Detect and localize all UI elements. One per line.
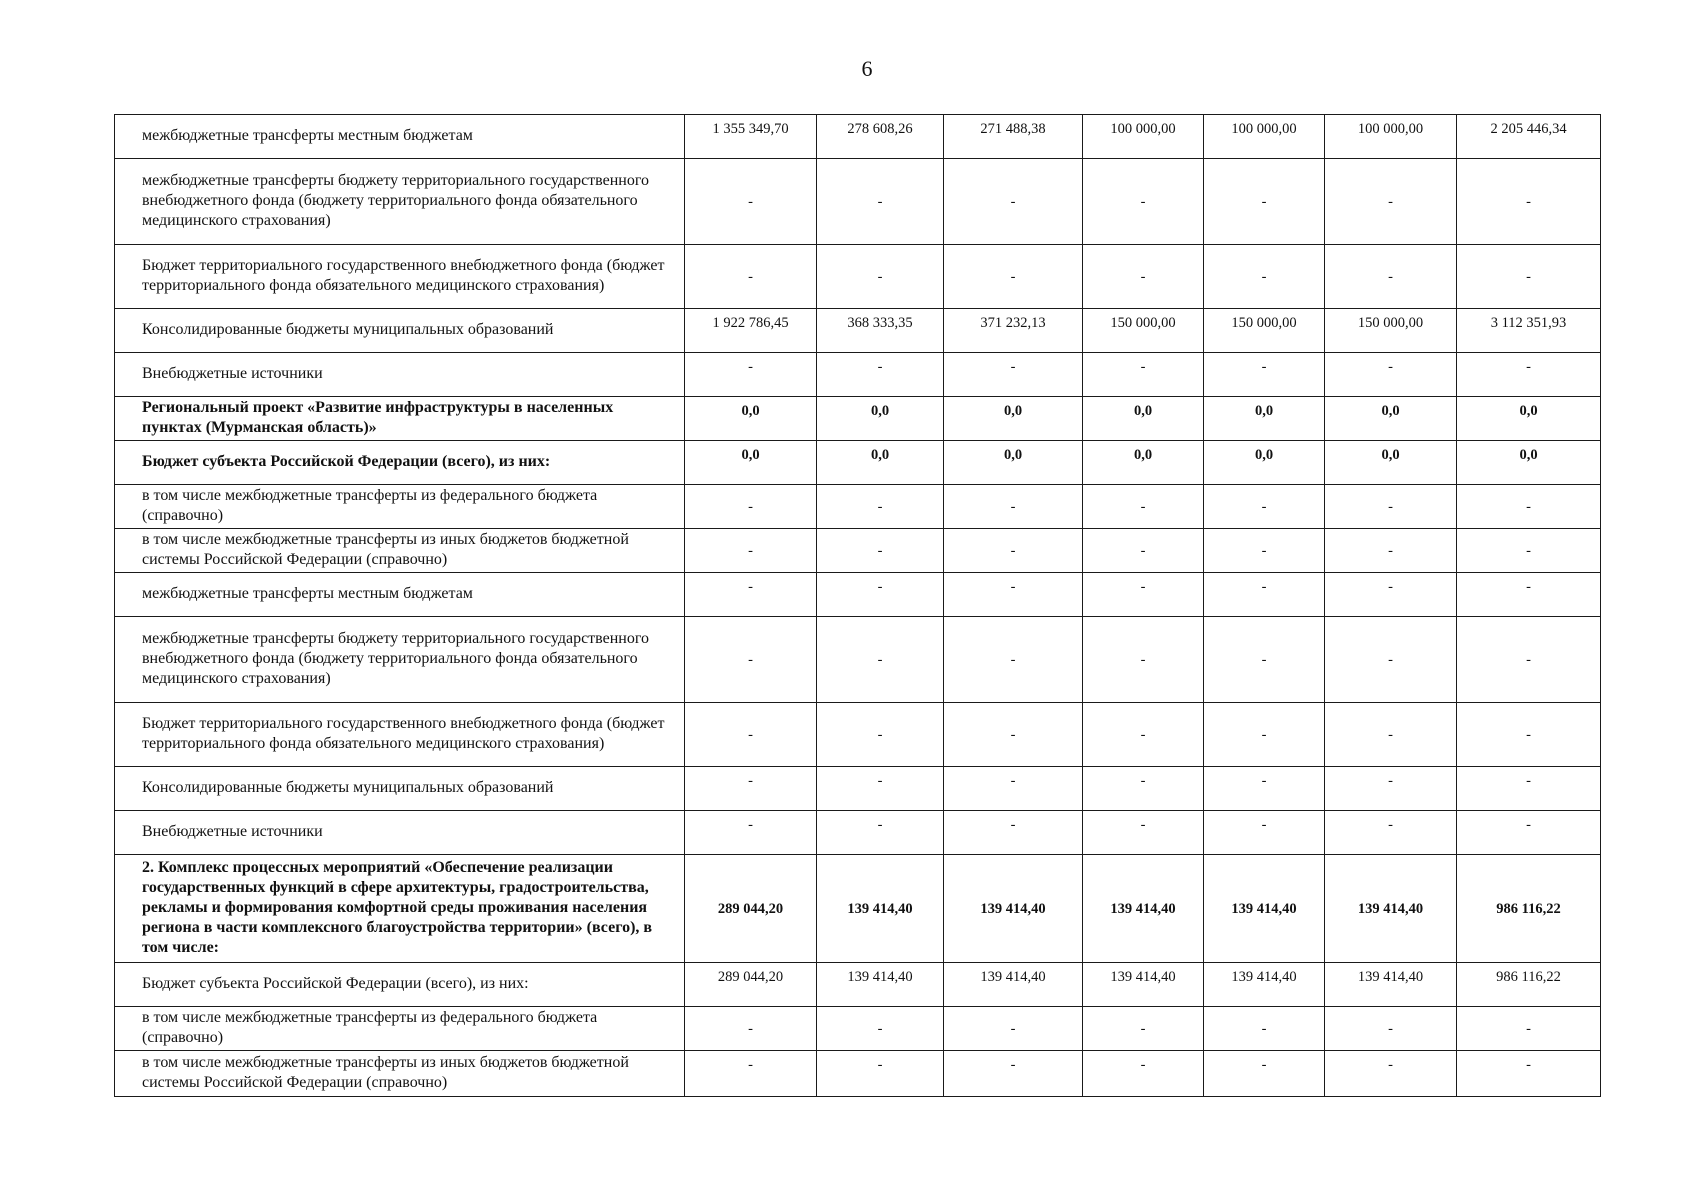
table-row xyxy=(115,309,1601,353)
value-cell: - xyxy=(685,485,817,529)
table-row xyxy=(115,1007,1601,1051)
table-row xyxy=(115,115,1601,159)
table-row xyxy=(115,353,1601,397)
value-cell: 0,0 xyxy=(817,397,944,441)
value-cell: - xyxy=(1325,617,1457,703)
value-cell: 100 000,00 xyxy=(1325,115,1457,159)
row-label: межбюджетные трансферты бюджету территориального государственного внебюджетного фонда (бюджету территориального фонда обязательного медицинского страхования) xyxy=(115,617,685,703)
value-cell: 139 414,40 xyxy=(817,963,944,1007)
value-cell: - xyxy=(1457,617,1601,703)
row-label: в том числе межбюджетные трансферты из иных бюджетов бюджетной системы Российской Федерации (справочно) xyxy=(115,1051,685,1097)
value-cell: - xyxy=(685,767,817,811)
value-cell: - xyxy=(1083,159,1204,245)
row-label: Бюджет территориального государственного внебюджетного фонда (бюджет территориального фонда обязательного медицинского страхования) xyxy=(115,245,685,309)
row-label: в том числе межбюджетные трансферты из федерального бюджета (справочно) xyxy=(115,1007,685,1051)
value-cell: 0,0 xyxy=(944,441,1083,485)
value-cell: - xyxy=(1457,811,1601,855)
value-cell: 150 000,00 xyxy=(1083,309,1204,353)
value-cell: - xyxy=(1457,245,1601,309)
value-cell: 150 000,00 xyxy=(1204,309,1325,353)
value-cell: - xyxy=(1204,703,1325,767)
value-cell: 0,0 xyxy=(1204,441,1325,485)
value-cell: 1 922 786,45 xyxy=(685,309,817,353)
budget-table xyxy=(114,114,1601,1097)
value-cell: 139 414,40 xyxy=(944,855,1083,963)
value-cell: - xyxy=(685,529,817,573)
value-cell: - xyxy=(685,159,817,245)
value-cell: - xyxy=(1204,353,1325,397)
table-row xyxy=(115,397,1601,441)
value-cell: - xyxy=(1457,703,1601,767)
value-cell: 368 333,35 xyxy=(817,309,944,353)
row-label: 2. Комплекс процессных мероприятий «Обеспечение реализации государственных функций в сфере архитектуры, градостроительства, рекламы и формирования комфортной среды проживания населения региона в части комплексного благоустройства территории» (всего), в том числе: xyxy=(115,855,685,963)
value-cell: - xyxy=(1457,1051,1601,1097)
table-row xyxy=(115,245,1601,309)
table-row xyxy=(115,811,1601,855)
value-cell: 1 355 349,70 xyxy=(685,115,817,159)
value-cell: - xyxy=(944,573,1083,617)
value-cell: 139 414,40 xyxy=(1083,855,1204,963)
value-cell: - xyxy=(1204,811,1325,855)
row-label: Бюджет субъекта Российской Федерации (всего), из них: xyxy=(115,963,685,1007)
value-cell: 986 116,22 xyxy=(1457,855,1601,963)
value-cell: - xyxy=(944,811,1083,855)
value-cell: - xyxy=(1457,485,1601,529)
row-label: Внебюджетные источники xyxy=(115,811,685,855)
value-cell: - xyxy=(944,1051,1083,1097)
value-cell: 0,0 xyxy=(1083,441,1204,485)
value-cell: - xyxy=(1457,529,1601,573)
value-cell: - xyxy=(1325,353,1457,397)
table-row xyxy=(115,617,1601,703)
table-row xyxy=(115,767,1601,811)
value-cell: - xyxy=(685,1051,817,1097)
value-cell: - xyxy=(817,1051,944,1097)
value-cell: - xyxy=(944,245,1083,309)
value-cell: 139 414,40 xyxy=(817,855,944,963)
value-cell: - xyxy=(1325,767,1457,811)
value-cell: - xyxy=(1083,1007,1204,1051)
page-number: 6 xyxy=(861,56,873,81)
value-cell: - xyxy=(1204,1007,1325,1051)
table-row xyxy=(115,485,1601,529)
value-cell: 2 205 446,34 xyxy=(1457,115,1601,159)
value-cell: 0,0 xyxy=(1325,397,1457,441)
value-cell: - xyxy=(944,529,1083,573)
value-cell: - xyxy=(944,159,1083,245)
table-body xyxy=(115,115,1601,1097)
value-cell: - xyxy=(1325,573,1457,617)
value-cell: - xyxy=(1083,767,1204,811)
value-cell: - xyxy=(817,245,944,309)
table-row xyxy=(115,855,1601,963)
row-label: в том числе межбюджетные трансферты из федерального бюджета (справочно) xyxy=(115,485,685,529)
value-cell: 0,0 xyxy=(1083,397,1204,441)
value-cell: - xyxy=(685,811,817,855)
value-cell: 150 000,00 xyxy=(1325,309,1457,353)
value-cell: - xyxy=(1325,529,1457,573)
value-cell: - xyxy=(817,529,944,573)
value-cell: - xyxy=(817,767,944,811)
table-row xyxy=(115,441,1601,485)
value-cell: 0,0 xyxy=(1204,397,1325,441)
value-cell: 289 044,20 xyxy=(685,963,817,1007)
value-cell: 0,0 xyxy=(944,397,1083,441)
table-row xyxy=(115,703,1601,767)
value-cell: 371 232,13 xyxy=(944,309,1083,353)
value-cell: - xyxy=(1457,159,1601,245)
value-cell: - xyxy=(1204,1051,1325,1097)
value-cell: 139 414,40 xyxy=(1204,963,1325,1007)
table-row xyxy=(115,573,1601,617)
value-cell: - xyxy=(1204,573,1325,617)
value-cell: - xyxy=(1325,811,1457,855)
value-cell: - xyxy=(1457,573,1601,617)
value-cell: - xyxy=(1325,1051,1457,1097)
value-cell: 100 000,00 xyxy=(1204,115,1325,159)
row-label: Консолидированные бюджеты муниципальных образований xyxy=(115,309,685,353)
value-cell: - xyxy=(817,1007,944,1051)
value-cell: - xyxy=(685,353,817,397)
value-cell: 0,0 xyxy=(685,441,817,485)
value-cell: - xyxy=(944,703,1083,767)
value-cell: - xyxy=(1325,245,1457,309)
value-cell: - xyxy=(817,159,944,245)
value-cell: - xyxy=(1083,245,1204,309)
value-cell: - xyxy=(1204,245,1325,309)
row-label: Консолидированные бюджеты муниципальных образований xyxy=(115,767,685,811)
value-cell: - xyxy=(817,617,944,703)
value-cell: - xyxy=(1204,529,1325,573)
value-cell: 289 044,20 xyxy=(685,855,817,963)
value-cell: - xyxy=(1325,485,1457,529)
value-cell: 139 414,40 xyxy=(1204,855,1325,963)
value-cell: - xyxy=(1457,353,1601,397)
value-cell: 139 414,40 xyxy=(944,963,1083,1007)
value-cell: 139 414,40 xyxy=(1325,963,1457,1007)
value-cell: - xyxy=(1204,485,1325,529)
value-cell: - xyxy=(817,703,944,767)
row-label: в том числе межбюджетные трансферты из иных бюджетов бюджетной системы Российской Федерации (справочно) xyxy=(115,529,685,573)
value-cell: - xyxy=(1325,159,1457,245)
value-cell: 100 000,00 xyxy=(1083,115,1204,159)
value-cell: - xyxy=(685,245,817,309)
value-cell: - xyxy=(1204,767,1325,811)
value-cell: 139 414,40 xyxy=(1083,963,1204,1007)
value-cell: - xyxy=(944,1007,1083,1051)
value-cell: - xyxy=(1457,1007,1601,1051)
value-cell: - xyxy=(685,1007,817,1051)
value-cell: - xyxy=(817,573,944,617)
value-cell: 986 116,22 xyxy=(1457,963,1601,1007)
row-label: межбюджетные трансферты бюджету территориального государственного внебюджетного фонда (бюджету территориального фонда обязательного медицинского страхования) xyxy=(115,159,685,245)
row-label: Внебюджетные источники xyxy=(115,353,685,397)
value-cell: 0,0 xyxy=(817,441,944,485)
value-cell: 139 414,40 xyxy=(1325,855,1457,963)
value-cell: 3 112 351,93 xyxy=(1457,309,1601,353)
value-cell: - xyxy=(1457,767,1601,811)
row-label: Региональный проект «Развитие инфраструктуры в населенных пунктах (Мурманская область)» xyxy=(115,397,685,441)
row-label: межбюджетные трансферты местным бюджетам xyxy=(115,573,685,617)
value-cell: - xyxy=(1083,1051,1204,1097)
value-cell: 0,0 xyxy=(685,397,817,441)
value-cell: - xyxy=(944,353,1083,397)
value-cell: - xyxy=(1083,353,1204,397)
value-cell: - xyxy=(944,485,1083,529)
value-cell: 0,0 xyxy=(1457,441,1601,485)
row-label: Бюджет территориального государственного внебюджетного фонда (бюджет территориального фонда обязательного медицинского страхования) xyxy=(115,703,685,767)
table-row xyxy=(115,159,1601,245)
value-cell: 0,0 xyxy=(1325,441,1457,485)
value-cell: - xyxy=(817,353,944,397)
value-cell: - xyxy=(1325,703,1457,767)
value-cell: - xyxy=(1083,617,1204,703)
value-cell: - xyxy=(1204,159,1325,245)
value-cell: - xyxy=(685,703,817,767)
value-cell: - xyxy=(685,617,817,703)
value-cell: 0,0 xyxy=(1457,397,1601,441)
value-cell: 271 488,38 xyxy=(944,115,1083,159)
value-cell: - xyxy=(944,617,1083,703)
value-cell: - xyxy=(1083,529,1204,573)
value-cell: - xyxy=(1083,811,1204,855)
value-cell: - xyxy=(1083,573,1204,617)
value-cell: - xyxy=(1325,1007,1457,1051)
value-cell: - xyxy=(944,767,1083,811)
value-cell: - xyxy=(685,573,817,617)
value-cell: 278 608,26 xyxy=(817,115,944,159)
table-row xyxy=(115,529,1601,573)
row-label: Бюджет субъекта Российской Федерации (всего), из них: xyxy=(115,441,685,485)
value-cell: - xyxy=(1083,485,1204,529)
value-cell: - xyxy=(1204,617,1325,703)
row-label: межбюджетные трансферты местным бюджетам xyxy=(115,115,685,159)
value-cell: - xyxy=(817,811,944,855)
table-row xyxy=(115,963,1601,1007)
table-row xyxy=(115,1051,1601,1097)
value-cell: - xyxy=(817,485,944,529)
value-cell: - xyxy=(1083,703,1204,767)
